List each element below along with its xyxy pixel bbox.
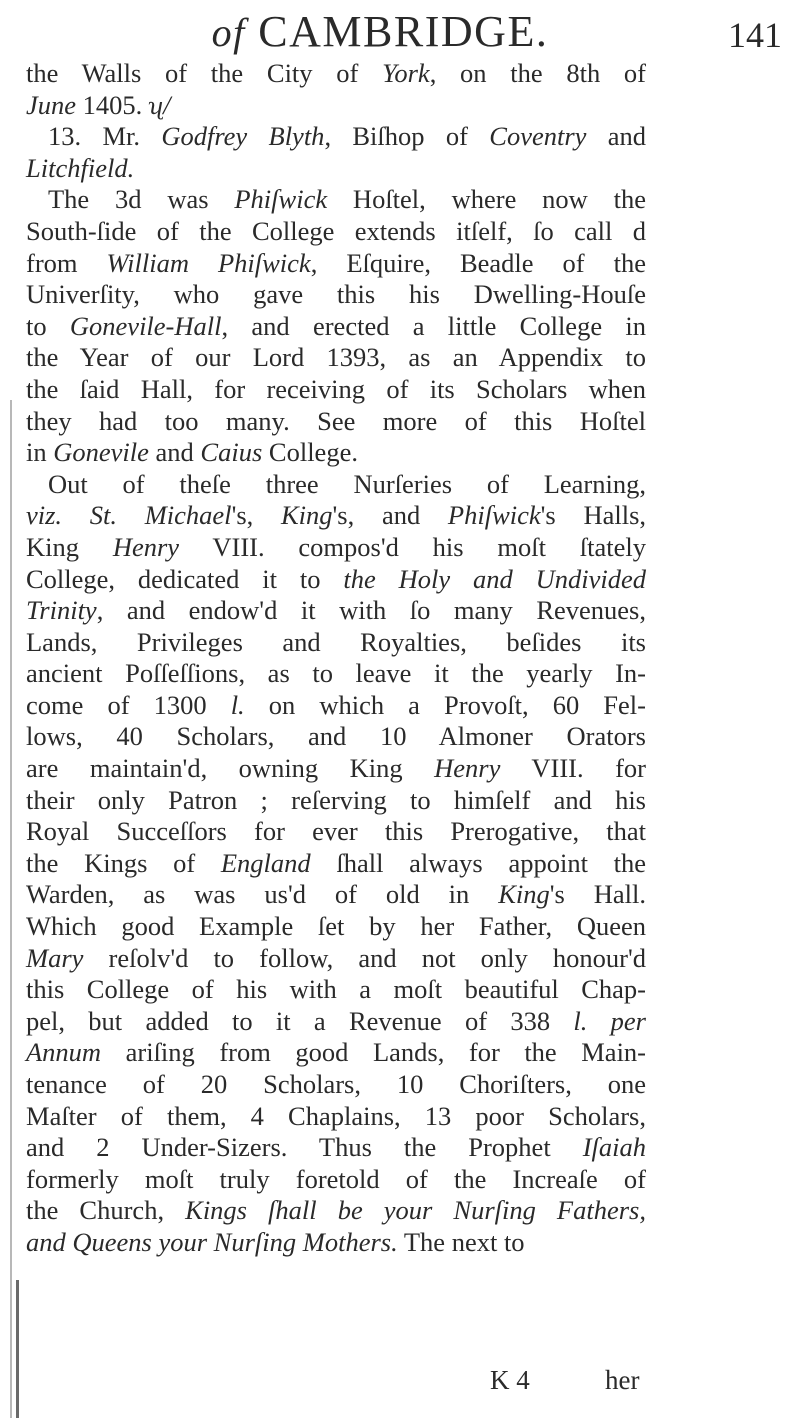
italic-run: Godfrey Blyth — [161, 121, 325, 152]
text-run: 13. Mr. — [48, 121, 162, 152]
text-run: College, dedicated it to — [26, 563, 344, 594]
text-line — [26, 848, 646, 880]
text-line — [26, 1227, 646, 1259]
text-run: , Eſquire, Beadle of the — [310, 247, 646, 278]
italic-run: Gonevile — [53, 437, 149, 468]
text-run: , and endow'd it with ſo many Revenues, — [96, 595, 646, 626]
text-line — [26, 1006, 646, 1038]
italic-run: Trinity — [26, 595, 97, 626]
italic-run: Litchfield. — [26, 152, 135, 183]
text-run: Warden, as was us'd of old in — [26, 879, 499, 910]
text-line — [26, 879, 646, 911]
text-line — [26, 279, 646, 311]
italic-run: l. per — [573, 1005, 646, 1036]
italic-run: Mary — [26, 942, 84, 973]
text-line — [26, 1101, 646, 1133]
text-line — [26, 627, 646, 659]
text-line — [26, 406, 646, 438]
text-line — [26, 248, 646, 280]
text-run: the ſaid Hall, for receiving of its Scholars when — [26, 373, 646, 404]
text-line — [26, 1037, 646, 1069]
text-run: Lands, Privileges and Royalties, beſides its — [26, 626, 646, 657]
text-line — [26, 374, 646, 406]
text-run: Hoſtel, where now the — [327, 184, 646, 215]
text-run: , Biſhop of — [324, 121, 490, 152]
italic-run: England — [220, 847, 311, 878]
text-line — [26, 753, 646, 785]
text-line — [26, 943, 646, 975]
text-line — [26, 342, 646, 374]
text-run: The next to — [397, 1226, 525, 1257]
text-line — [26, 1164, 646, 1196]
page-number: 141 — [728, 15, 782, 55]
text-line — [26, 121, 646, 153]
signature-mark: K 4 — [490, 1365, 530, 1395]
text-run: are maintain'd, owning King — [26, 753, 435, 784]
text-line — [26, 816, 646, 848]
text-run: VIII. compos'd his moſt ſtately — [179, 531, 647, 562]
running-title-text: CAMBRIDGE. — [258, 7, 549, 56]
text-run: Univerſity, who gave this his Dwelling-Houſe — [26, 279, 646, 310]
text-run: and — [148, 437, 201, 468]
text-run: they had too many. See more of this Hoſtel — [26, 405, 646, 436]
text-run: VIII. for — [500, 753, 646, 784]
italic-run: Annum — [26, 1037, 102, 1068]
text-run: tenance of 20 Scholars, 10 Choriſters, one — [26, 1069, 646, 1099]
italic-run: and Queens your Nurſing Mothers. — [26, 1226, 398, 1257]
text-line — [26, 690, 646, 722]
text-run: lows, 40 Scholars, and 10 Almoner Orators — [26, 721, 646, 752]
text-run: 's, and — [332, 500, 448, 531]
text-run: this College of his with a moſt beautiful Chap- — [26, 974, 646, 1005]
italic-run: ʯ/ — [148, 89, 171, 120]
text-line — [26, 974, 646, 1006]
text-line — [26, 311, 646, 343]
text-run — [62, 500, 90, 530]
italic-run: St. Michael — [89, 500, 232, 531]
text-line — [26, 1195, 646, 1227]
text-run: King — [26, 531, 113, 562]
text-run: pel, but added to it a Revenue of 338 — [26, 1005, 574, 1036]
italic-run: viz. — [26, 500, 63, 531]
text-line — [26, 216, 646, 248]
text-run: the Year of our Lord 1393, as an Appendix to — [26, 342, 646, 373]
text-run: , on the 8th of — [429, 58, 647, 88]
text-line — [26, 532, 646, 564]
running-title-prefix: of — [211, 10, 246, 55]
text-run: reſolv'd to follow, and not only honour'd — [83, 942, 646, 973]
italic-run: Iſaiah — [582, 1132, 646, 1163]
italic-run: Phiſwick — [234, 184, 328, 215]
text-line — [26, 564, 646, 596]
text-line — [26, 437, 646, 469]
text-run: come of 1300 — [26, 689, 231, 720]
text-run: ariſing from good Lands, for the Main- — [101, 1037, 646, 1068]
text-line — [26, 595, 646, 627]
text-run: South-ſide of the College extends itſelf, ſo call d — [26, 215, 646, 246]
text-line — [26, 658, 646, 690]
text-line — [26, 469, 646, 501]
italic-run: William Phiſwick — [106, 247, 311, 278]
text-run: Which good Example ſet by her Father, Queen — [26, 911, 646, 942]
italic-run: Caius — [200, 437, 263, 468]
text-line — [26, 1069, 646, 1101]
italic-run: York — [382, 58, 430, 88]
italic-run: June — [26, 89, 77, 120]
italic-run: Coventry — [489, 121, 587, 152]
text-run: in — [26, 437, 54, 468]
text-line — [26, 785, 646, 817]
italic-run: King — [498, 879, 550, 910]
catchword: her — [605, 1365, 640, 1395]
text-line — [26, 721, 646, 753]
text-line — [26, 90, 646, 122]
running-head — [120, 6, 788, 62]
italic-run: Phiſwick — [447, 500, 541, 531]
text-run: 's, — [231, 500, 281, 531]
text-run: ſhall always appoint the — [310, 847, 646, 878]
text-run: on which a Provoſt, 60 Fel- — [244, 689, 646, 720]
text-line — [26, 58, 646, 90]
text-run: and — [586, 121, 646, 152]
text-run: College. — [262, 437, 358, 468]
text-run: from — [26, 247, 107, 278]
text-line — [26, 184, 646, 216]
text-run: 's Halls, — [540, 500, 647, 531]
text-run: The 3d was — [48, 184, 235, 215]
text-run: ancient Poſſeſſions, as to leave it the yearly In- — [26, 658, 646, 689]
italic-run: Henry — [112, 531, 180, 562]
text-run: to — [26, 310, 70, 341]
text-run: formerly moſt truly foretold of the Increaſe of — [26, 1163, 646, 1194]
text-run: the Church, — [26, 1195, 186, 1226]
text-run: Out of theſe three Nurſeries of Learning, — [48, 468, 646, 499]
text-line — [26, 500, 646, 532]
text-run: and 2 Under-Sizers. Thus the Prophet — [26, 1132, 583, 1163]
text-line — [26, 153, 646, 185]
italic-run: Henry — [434, 753, 501, 784]
text-run: the Kings of — [26, 847, 221, 878]
text-run: the Walls of the City of — [26, 58, 383, 88]
italic-run: King — [280, 500, 333, 531]
text-run: Maſter of them, 4 Chaplains, 13 poor Scholars, — [26, 1100, 646, 1131]
text-run: 's Hall. — [549, 879, 646, 910]
italic-run: l. — [230, 689, 245, 720]
italic-run: Gonevile-Hall — [69, 310, 222, 341]
running-title — [120, 6, 640, 57]
text-run: 1405. — [76, 89, 149, 120]
text-run: , and erected a little College in — [221, 310, 646, 341]
text-run: their only Patron ; reſerving to himſelf and his — [26, 784, 646, 815]
italic-run: Kings ſhall be your Nurſing Fathers, — [185, 1195, 646, 1226]
body-text — [26, 58, 646, 1259]
text-line — [26, 911, 646, 943]
text-line — [26, 1132, 646, 1164]
gutter-shadow — [10, 400, 12, 1418]
italic-run: the Holy and Undivided — [343, 563, 646, 594]
text-run: Royal Succeſſors for ever this Prerogative, that — [26, 816, 646, 847]
gutter-edge — [16, 1280, 19, 1418]
